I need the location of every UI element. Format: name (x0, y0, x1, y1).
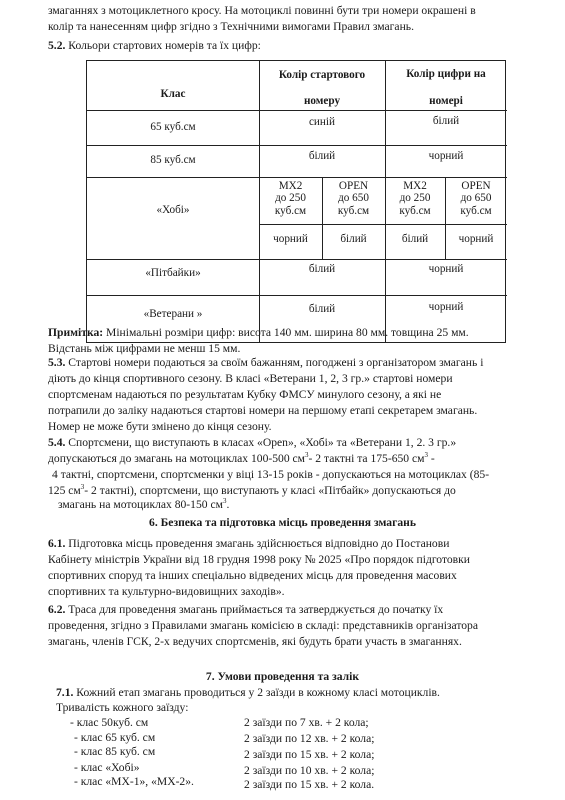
text-part: - 2 тактні та 175-650 см (308, 452, 425, 465)
class-name: - клас «МХ-1», «МХ-2». (74, 775, 194, 788)
row-digit-color: чорний (458, 233, 494, 245)
section-7-title: 7. Умови проведення та залік (205, 670, 360, 683)
class-name: - клас 65 куб. см (74, 731, 156, 744)
row-class: 65 куб.см (150, 121, 196, 133)
text-part: допускаються до змагань на мотоциклах 100-500 см (48, 452, 306, 465)
paragraph-line: Тривалість кожного заїзду: (56, 701, 189, 714)
text-part: змагань на мотоциклах 80-150 см (58, 498, 223, 511)
paragraph-line: потрапили до заліку надаються стартові номери на першому етапі секретарем змагань. (48, 404, 478, 417)
list-item (244, 749, 374, 762)
list-item (70, 717, 148, 730)
row-digit-color: чорний (428, 301, 464, 313)
subclass-mx2 (259, 180, 322, 217)
row-start-color: чорний (273, 233, 308, 245)
duration: 2 заїзди по 12 хв. + 2 кола; (244, 732, 375, 745)
list-item (244, 765, 374, 778)
row-start-color: білий (308, 303, 336, 315)
duration: 2 заїзди по 10 хв. + 2 кола; (244, 764, 375, 777)
intro-line: змаганнях з мотоциклетного кросу. На мотоциклі повинні бути три номери окрашені в (48, 4, 476, 17)
subclass-limit: до 650 (460, 192, 492, 205)
paragraph-line: діють до кінця спортивного сезону. В класі «Ветерани 1, 2, 3 гр.» стартові номери (48, 372, 453, 385)
text-part: . (226, 498, 230, 511)
row-digit-color: чорний (428, 150, 464, 162)
class-name: - клас «Хобі» (74, 761, 140, 774)
class-name: - клас 50куб. см (70, 716, 149, 729)
subclass-unit: куб.см (460, 204, 492, 217)
section-number: 6.2. (48, 603, 66, 616)
paragraph-line: спортсменам надаються по результатам Кубку ФМСУ минулого сезону, а які не (48, 388, 442, 401)
header-digit-color-2: номері (429, 95, 463, 107)
section-number: 6.1. (48, 537, 66, 550)
paragraph-line: проведення, згідно з Правилами змагань комісією в складі: представників організатора (48, 619, 478, 632)
row-start-color: білий (308, 263, 336, 275)
superscript: 3 (80, 483, 85, 492)
section-number: 5.2. (48, 39, 66, 52)
duration: 2 заїзди по 7 хв. + 2 кола; (244, 716, 369, 729)
section-6-title: 6. Безпека та підготовка місць проведення змагань (149, 516, 416, 529)
section-5-3 (48, 357, 483, 370)
superscript: 3 (305, 451, 309, 460)
subclass-name: OPEN (338, 180, 369, 192)
section-text: Кольори стартових номерів та їх цифр: (68, 39, 261, 52)
paragraph-line: Номер не може бути змінено до кінця сезону. (48, 420, 272, 433)
subclass-limit: до 650 (338, 192, 369, 205)
section-6-2 (48, 604, 443, 617)
list-item (74, 746, 155, 759)
section-7-1 (56, 687, 440, 700)
row-class: «Хобі» (156, 204, 190, 216)
intro-line: колір та нанесенням цифр згідно з Технічними вимогами Правил змагань. (48, 20, 414, 33)
section-text: Стартові номери подаються за своїм бажанням, погоджені з організатором змагань і (65, 356, 484, 369)
note-label: Примітка: (48, 326, 104, 339)
note-text: Мінімальні розміри цифр: висота 140 мм. ширина 80 мм. товщина 25 мм. (103, 326, 469, 339)
row-digit-color: білий (432, 115, 460, 127)
paragraph-line: спортивних та культурно-видовищних заходів». (48, 585, 285, 598)
superscript: 3 (424, 451, 428, 460)
note (48, 327, 469, 340)
row-digit-color: чорний (428, 263, 464, 275)
class-name: - клас 85 куб. см (74, 745, 156, 758)
subclass-unit: куб.см (274, 204, 307, 217)
start-number-color-table (86, 60, 506, 343)
superscript: 3 (222, 497, 227, 506)
list-item (74, 732, 155, 745)
section-5-2 (48, 40, 261, 53)
section-text: Траса для проведення змагань приймається та затверджується до початку їх (65, 603, 444, 616)
subclass-unit: куб.см (399, 204, 431, 217)
duration: 2 заїзди по 15 хв. + 2 кола; (244, 748, 375, 761)
row-start-color: білий (308, 150, 336, 162)
row-class: 85 куб.см (150, 154, 196, 166)
list-item (244, 733, 374, 746)
section-text: Підготовка місць проведення змагань здійснюється відповідно до Постанови (65, 537, 450, 550)
row-start-color: синій (308, 116, 336, 128)
section-number: 5.3. (48, 356, 66, 369)
section-text: Кожний етап змагань проводиться у 2 заїзди в кожному класі мотоциклів. (73, 686, 440, 699)
list-item (244, 779, 374, 792)
section-number: 5.4. (48, 436, 66, 449)
header-start-color-2: номеру (303, 95, 341, 107)
subclass-name: MX2 (403, 180, 427, 192)
row-class: «Ветерани » (143, 308, 203, 320)
section-6-1 (48, 538, 449, 551)
paragraph-line: спортивних споруд та інших спеціально відведених місць для проведення масових (48, 569, 457, 582)
header-digit-color: Колір цифри на (406, 68, 486, 80)
paragraph-line (48, 485, 456, 498)
list-item (74, 776, 194, 789)
header-start-color: Колір стартового (278, 69, 366, 81)
subclass-open (445, 180, 507, 217)
row-digit-color: білий (401, 233, 429, 245)
row-class: «Пітбайки» (145, 267, 201, 279)
subclass-name: MX2 (278, 180, 303, 192)
section-text: Спортсмени, що виступають в класах «Open», «Хобі» та «Ветерани 1, 2. 3 гр.» (65, 436, 457, 449)
duration: 2 заїзди по 15 хв. + 2 кола. (244, 778, 375, 791)
subclass-mx2 (385, 180, 445, 217)
subclass-limit: до 250 (399, 192, 431, 205)
paragraph-line (48, 453, 435, 466)
subclass-limit: до 250 (275, 192, 306, 205)
paragraph-line (58, 499, 229, 512)
text-part: 125 см (48, 484, 81, 497)
text-part: - 2 тактні), спортсмени, що виступають у класі «Пітбайк» допускаються до (84, 484, 456, 497)
section-5-4 (48, 437, 456, 450)
list-item (244, 717, 369, 730)
note-line: Відстань між цифрами не менш 15 мм. (48, 342, 241, 355)
list-item (74, 762, 140, 775)
paragraph-line: Кабінету міністрів України від 18 грудня 1998 року № 2025 «Про порядок підготовки (48, 553, 470, 566)
subclass-open (322, 180, 385, 217)
section-number: 7.1. (56, 686, 74, 699)
paragraph-line: змагань, членів ГСК, 2-х ведучих спортсменів, які будуть брати участь в змаганнях. (48, 635, 462, 648)
subclass-name: OPEN (461, 180, 491, 192)
subclass-unit: куб.см (337, 204, 370, 217)
paragraph-line: 4 тактні, спортсмени, спортсменки у віці 13-15 років - допускаються на мотоциклах (85- (52, 468, 490, 481)
header-class: Клас (160, 88, 186, 100)
row-start-color: білий (340, 233, 367, 245)
text-part: - (428, 452, 435, 465)
